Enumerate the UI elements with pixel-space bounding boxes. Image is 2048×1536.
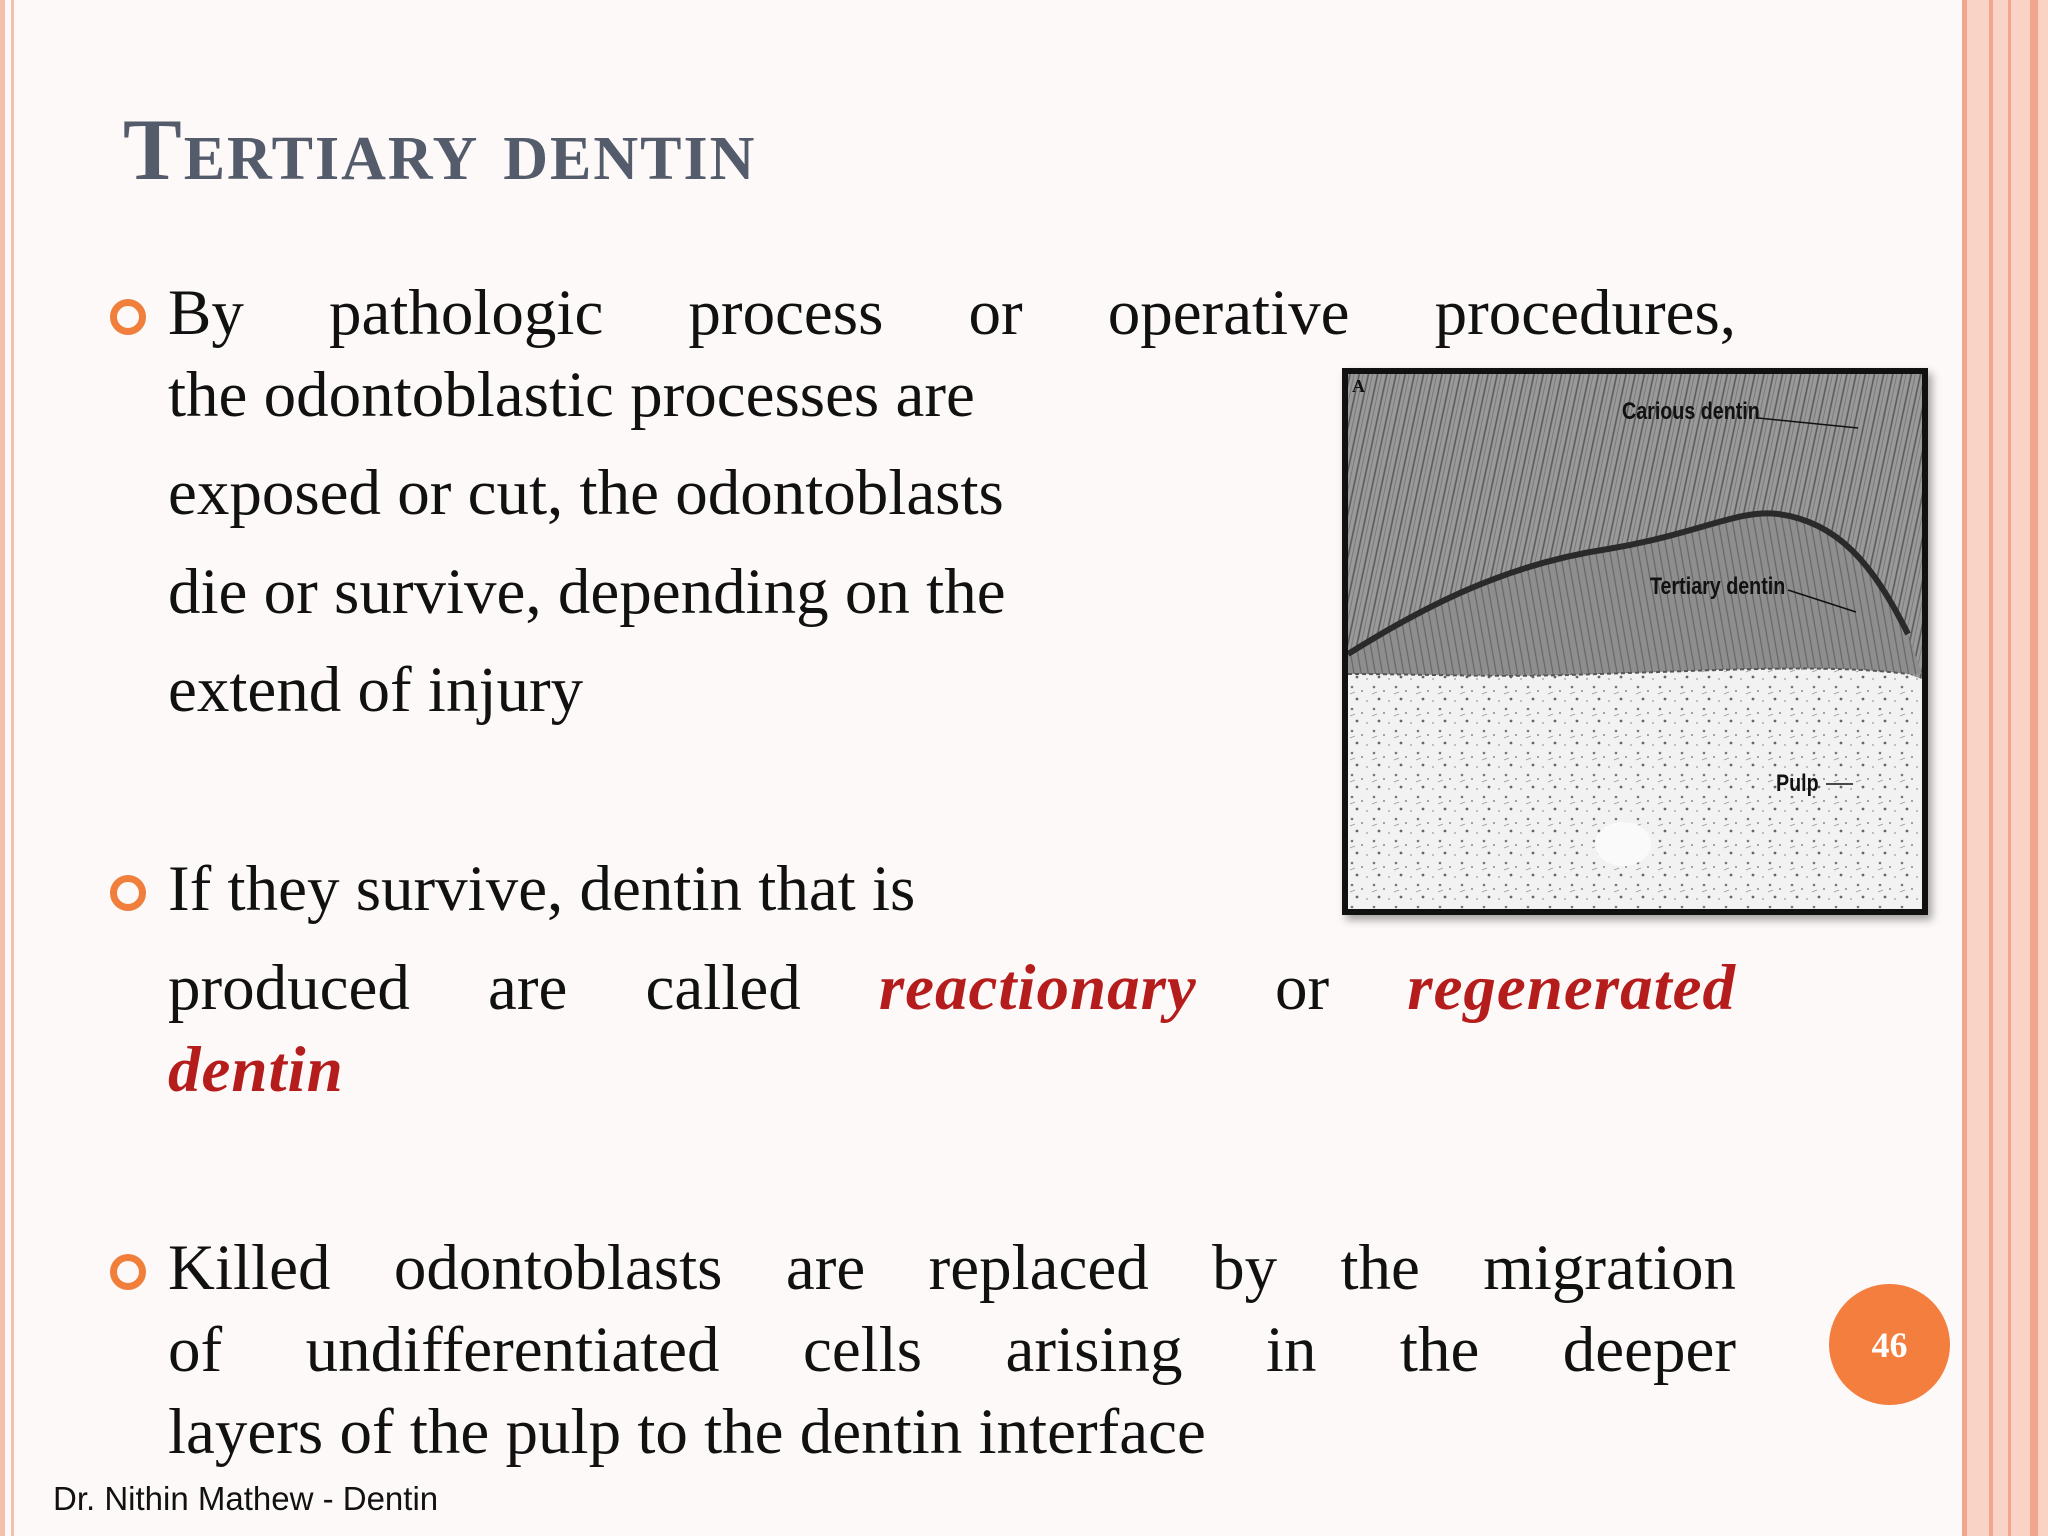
bullet-2-line-3 <box>168 1027 344 1113</box>
histology-image <box>1348 374 1922 909</box>
term-dentin: dentin <box>168 1034 344 1106</box>
left-border-stripe-inner <box>11 0 14 1536</box>
right-border-stripe <box>2008 0 2011 1536</box>
bullet-1-line-4: die or survive, depending on the <box>168 556 1006 628</box>
right-border-stripe <box>2030 0 2038 1536</box>
bullet-1-line-5: extend of injury <box>168 654 584 726</box>
bullet-1-line-3: exposed or cut, the odontoblasts <box>168 457 1004 529</box>
bullet-1-line-1: By pathologic process or operative procedures, <box>168 277 1736 349</box>
footer-text: Dr. Nithin Mathew - Dentin <box>53 1480 439 1517</box>
term-reactionary: reactionary <box>878 952 1197 1024</box>
bullet-1-line-2: the odontoblastic processes are <box>168 359 975 431</box>
bullet-2-text: produced are called <box>168 952 879 1024</box>
histology-figure <box>1342 368 1928 915</box>
term-regenerated: regenerated <box>1407 952 1736 1024</box>
right-border-stripe <box>1989 0 1993 1536</box>
slide-title: Tertiary dentin <box>123 102 757 199</box>
bullet-3-line-3: layers of the pulp to the dentin interface <box>168 1396 1206 1468</box>
right-border-stripe <box>1962 0 1967 1536</box>
label-tertiary-dentin: Tertiary dentin <box>1650 573 1786 600</box>
figure-panel-letter: A <box>1352 376 1365 396</box>
bullet-3-line-2: of undifferentiated cells arising in the deeper <box>168 1314 1736 1386</box>
bullet-3-line-1: Killed odontoblasts are replaced by the migration <box>168 1232 1736 1304</box>
bullet-circle-icon <box>110 299 146 335</box>
bullet-circle-icon <box>110 875 146 911</box>
page-number-badge: 46 <box>1829 1284 1950 1405</box>
bullet-2-line-1: If they survive, dentin that is <box>168 853 916 925</box>
bullet-circle-icon <box>110 1254 146 1290</box>
label-carious-dentin: Carious dentin <box>1622 398 1760 425</box>
bullet-2-connector: or <box>1196 952 1408 1024</box>
label-pulp: Pulp <box>1776 770 1819 797</box>
bullet-2-line-2 <box>168 945 1736 1031</box>
left-border-stripe <box>0 0 5 1536</box>
